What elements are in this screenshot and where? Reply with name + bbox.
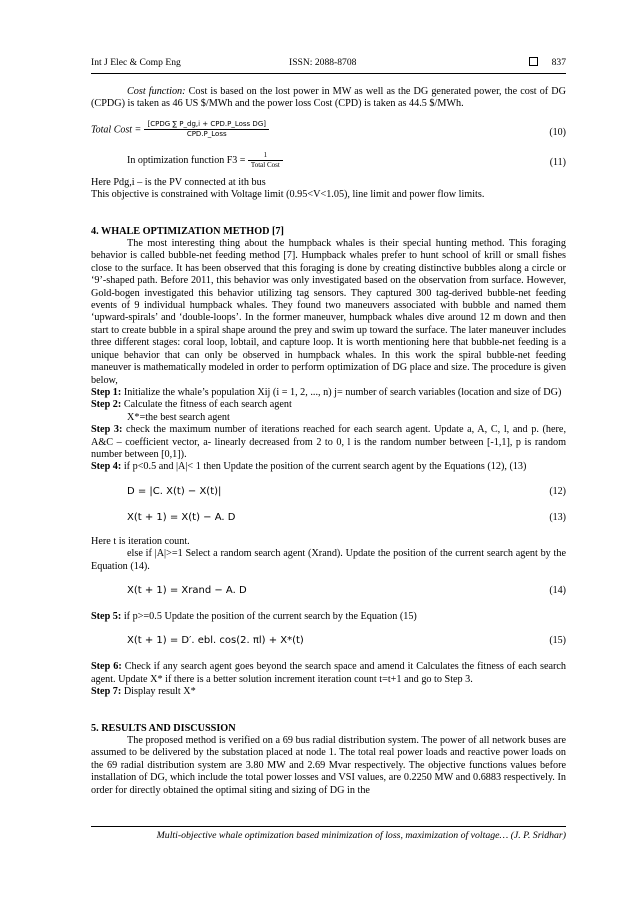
section-4-paragraph: The most interesting thing about the humpback whales is their special hunting method. This foraging behavior is called bubble-net feeding method [7]. Humpback whales prefer to hunt school of krill or small fishes close to the surface. It has been observed that this foraging is done by creating distinctive bubbles along a circle or ‘9’-shaped path. Before 2011, this behavior was only investigated based on the observation from surface. However, Gold-bogen investigated this behavior utilizing tag sensors. They captured 300 tag-derived bubble-net feeding events of 9 individual humpback whales. They found two maneuvers associated with bubble and named them ‘upward-spirals’ and ‘double-loops’. In the former maneuver, humpback whales dive around 12 m down and then start to create bubble in a spiral shape around the prey and swim up toward the surface. The later maneuver includes three different stages: coral loop, lobtail, and capture loop. It is worth mentioning here that bubble-net feeding is a unique behavior that can only be observed in humpback whales. In this work the spiral bubble-net feeding maneuver is mathematically modeled in order to perform optimization of DG place and size. The procedure is given below, — [91, 238, 566, 386]
step-5-label: Step 5: — [91, 610, 122, 622]
equation-13 — [91, 506, 566, 536]
step-3-label: Step 3: — [91, 424, 123, 436]
step-6-label: Step 6: — [91, 661, 122, 673]
equation-10-fraction — [144, 120, 268, 139]
equation-11 — [91, 149, 566, 177]
step-1-label: Step 1: — [91, 386, 122, 398]
page-number-block — [529, 57, 566, 69]
step-7-label: Step 7: — [91, 686, 122, 698]
section-5-paragraph: The proposed method is verified on a 69 bus radial distribution system. The power of all network buses are assumed to be delivered by the substation placed at node 1. The total real power loads and reactive power loads on the 69 radial distribution system are 3.80 MW and 2.69 Mvar respectively. The objective functions values before installation of DG, which include the total power losses and VSI values, are 0.2250 MW and 0.6883 respectively. In order for directly obtained the optimal siting and sizing of DG in the — [91, 735, 566, 796]
step-4-label: Step 4: — [91, 461, 122, 473]
step-2-sub: X*=the best search agent — [127, 411, 230, 423]
step-2-text: Calculate the fitness of each search agent — [121, 399, 292, 411]
equation-12-number: (12) — [549, 485, 566, 497]
constraint-sentence: This objective is constrained with Voltage limit (0.95<V<1.05), line limit and power flow limits. — [91, 189, 485, 201]
equation-10 — [91, 117, 566, 147]
section-5-heading: 5. RESULTS AND DISCUSSION — [91, 722, 236, 734]
equation-13-formula: X(t + 1) = X(t) − A. D — [127, 511, 236, 523]
step-7 — [91, 686, 566, 698]
body-text — [91, 86, 566, 797]
equation-11-number: (11) — [549, 156, 566, 168]
issn: ISSN: 2088-8708 — [289, 57, 357, 68]
step-7-text: Display result X* — [121, 686, 196, 698]
equation-13-number: (13) — [549, 511, 566, 523]
running-header — [91, 57, 566, 71]
equation-10-number: (10) — [549, 126, 566, 138]
iteration-note: Here t is iteration count. — [91, 535, 190, 547]
step-3 — [91, 424, 566, 461]
equation-14-formula: X(t + 1) = Xrand − A. D — [127, 584, 247, 596]
step-2 — [91, 399, 566, 411]
step-6-text: Check if any search agent goes beyond the search space and amend it Calculates the fitness of each search agent. Update X* if there is a better solution increment iteration count t=t+1 and go to Step 3. — [91, 661, 566, 685]
equation-11-numerator: 1 — [248, 151, 283, 161]
journal-name: Int J Elec & Comp Eng — [91, 57, 181, 68]
cost-function-text: Cost is based on the lost power in MW as well as the DG generated power, the cost of DG (CPDG) is taken as 46 US $/MWh and the power loss Cost (CPD) is taken as 44.5 $/MWh. — [91, 86, 566, 110]
equation-12-formula: D = |C. X(t) − X(t)| — [127, 485, 222, 497]
equation-10-denominator: CPD.P_Loss — [186, 129, 227, 138]
page-number: 837 — [551, 57, 566, 68]
equation-10-numerator: [CPDG ∑ P_dg,i + CPD.P_Loss DG] — [144, 120, 268, 130]
equation-14-number: (14) — [549, 584, 566, 596]
equation-11-formula — [127, 151, 283, 170]
cost-function-label: Cost function: — [127, 86, 186, 97]
equation-15-formula: X(t + 1) = D′. ebl. cos(2. πl) + X*(t) — [127, 635, 304, 647]
step-5 — [91, 611, 566, 623]
equation-10-lhs: Total Cost = — [91, 124, 142, 136]
equation-11-denominator: Total Cost — [250, 160, 280, 169]
running-footer: Multi-objective whale optimization based minimization of loss, maximization of voltage… (J. P. Sridhar) — [156, 830, 566, 841]
equation-12 — [91, 478, 566, 506]
step-6 — [91, 661, 566, 686]
pv-definition: Here Pdg,i – is the PV connected at ith bus — [91, 176, 266, 188]
step-4 — [91, 461, 566, 473]
footer-rule — [91, 826, 566, 827]
step-1-text: Initialize the whale’s population Xij (i = 1, 2, ..., n) j= number of search variables (location and size of DG) — [121, 386, 562, 398]
step-4-text: if p<0.5 and |A|< 1 then Update the position of the current search agent by the Equations (12), (13) — [121, 461, 527, 473]
equation-11-lhs: In optimization function F3 = — [127, 154, 246, 166]
step-5-text: if p>=0.5 Update the position of the current search by the Equation (15) — [121, 610, 417, 622]
equation-11-fraction — [248, 151, 283, 170]
square-icon — [529, 57, 538, 66]
equation-10-formula — [91, 120, 269, 139]
step-3-text: check the maximum number of iterations reached for each search agent. Update a, A, C, l, and p. (here, A&C – coefficient vector, a- linearly decreased from 2 to 0, l is the random number between [-1,1], p is random number between [0,1]). — [91, 424, 566, 460]
else-branch: else if |A|>=1 Select a random search agent (Xrand). Update the position of the current search agent by the Equation (14). — [91, 548, 566, 572]
step-2-label: Step 2: — [91, 399, 122, 411]
header-rule — [91, 73, 566, 74]
section-4-heading: 4. WHALE OPTIMIZATION METHOD [7] — [91, 225, 284, 237]
cost-function-paragraph — [91, 86, 566, 111]
equation-14 — [91, 573, 566, 607]
step-1 — [91, 387, 566, 399]
equation-15 — [91, 623, 566, 657]
equation-15-number: (15) — [549, 635, 566, 647]
